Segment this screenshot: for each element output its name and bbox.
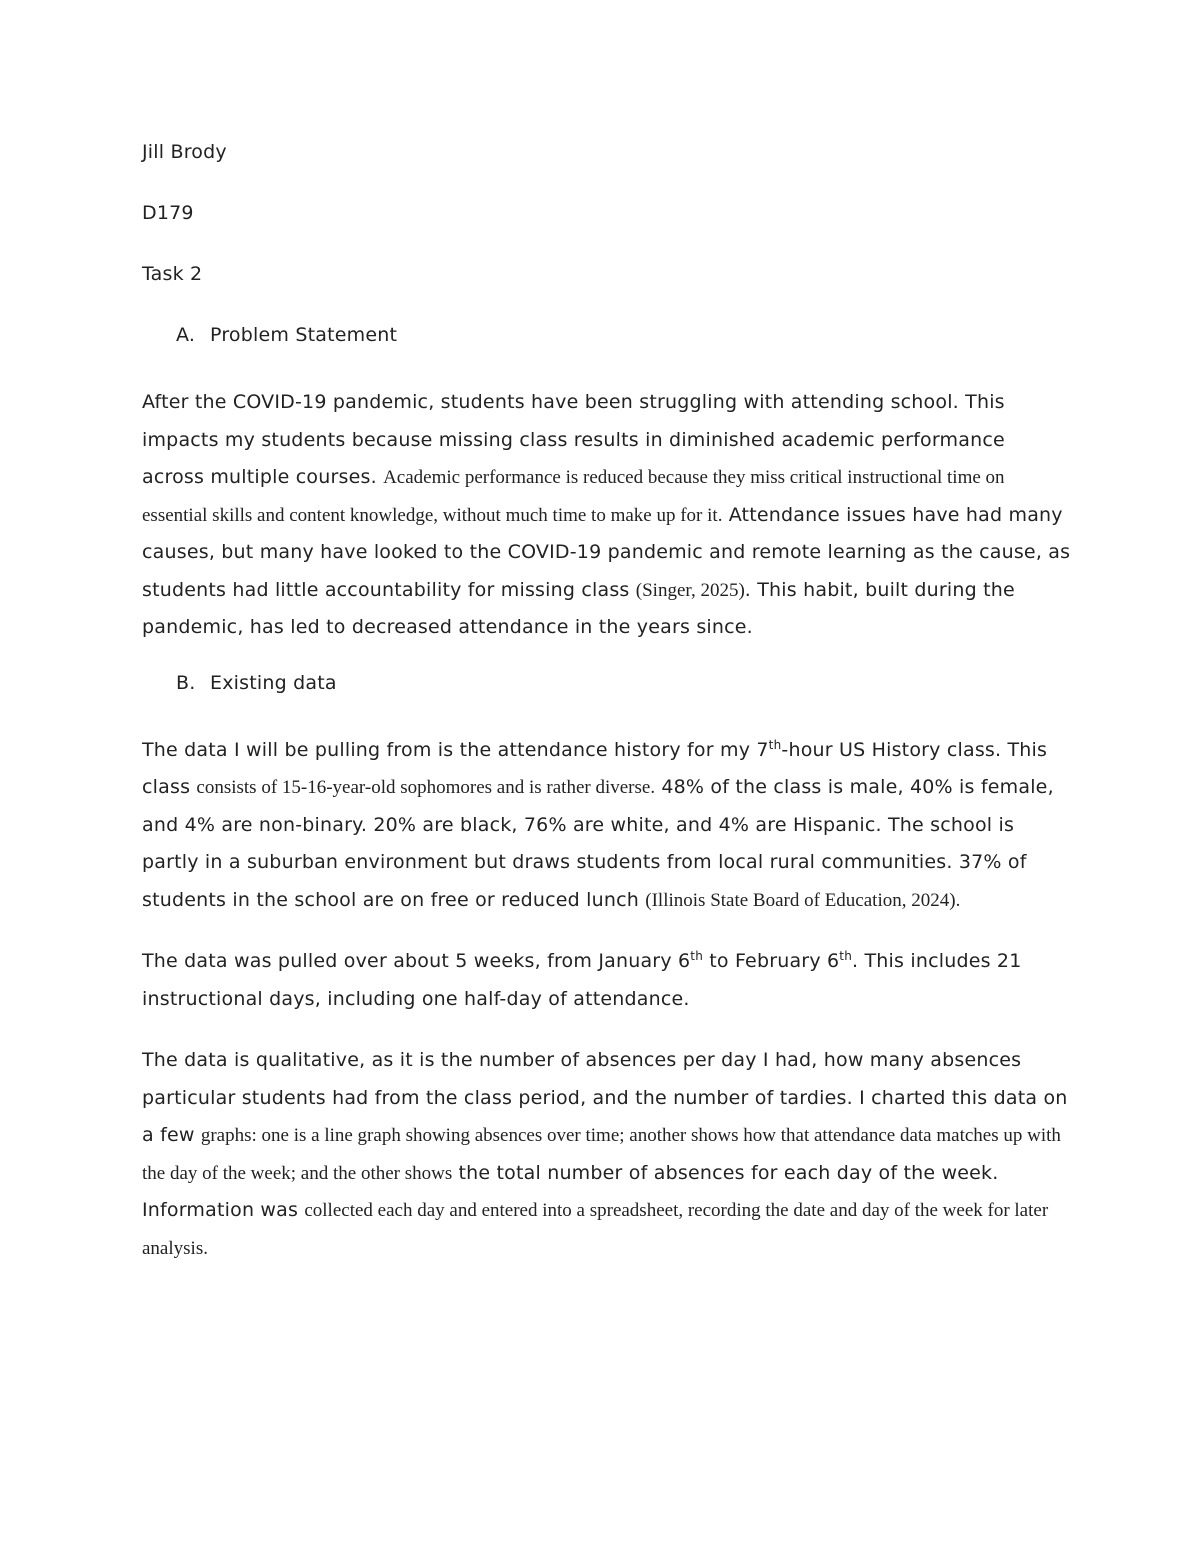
task-label: Task 2 xyxy=(142,263,203,285)
section-heading-problem-statement xyxy=(176,323,1072,347)
section-heading-existing-data xyxy=(176,671,1072,695)
text-run: Attendance issues have had many causes, but many have looked to the COVID-19 pandemic and remote learning as the cause, as students had little accountability for missing class xyxy=(142,503,1071,601)
text-run-serif: consists of 15-16-year-old sophomores and is rather diverse. xyxy=(196,777,656,798)
section-letter: A. xyxy=(176,324,196,346)
text-run: The data is qualitative, as it is the number of absences per day I had, how many absences particular students had from the class period, and the number of tardies. I charted this data on a few xyxy=(142,1049,1068,1146)
section-title: Problem Statement xyxy=(210,324,398,346)
superscript: th xyxy=(768,737,782,752)
text-run: the total number of absences for each day of the week. Information was xyxy=(142,1161,999,1221)
text-run-serif: graphs: one is a line graph showing absences over time; another shows how that attendance data matches up with the day of the week; and the other shows xyxy=(142,1125,1061,1184)
text-run: 48% of the class is male, 40% is female, and 4% are non-binary. 20% are black, 76% are white, and 4% are Hispanic. The school is partly in a suburban environment but draws students from local rural communities. 37% of students in the school are on free or reduced lunch xyxy=(142,776,1054,911)
course-code: D179 xyxy=(142,202,194,224)
text-run: . This habit, built during the pandemic, has led to decreased attendance in the years since. xyxy=(142,578,1015,638)
document-body xyxy=(142,140,1072,1291)
section-title: Existing data xyxy=(210,671,337,694)
existing-data-paragraph-3 xyxy=(142,1042,1072,1267)
text-run-serif: collected each day and entered into a spreadsheet, recording the date and day of the week for later analysis. xyxy=(142,1200,1049,1259)
author-name: Jill Brody xyxy=(142,141,227,163)
text-run: The data was pulled over about 5 weeks, from January 6 xyxy=(142,950,691,972)
superscript: th xyxy=(839,949,853,963)
section-letter: B. xyxy=(176,671,196,694)
text-run: After the COVID-19 pandemic, students have been struggling with attending school. This impacts my students because missing class results in diminished academic performance across multiple courses. xyxy=(142,391,1005,488)
text-run: to February 6 xyxy=(703,950,840,972)
existing-data-paragraph-1 xyxy=(142,732,1072,920)
text-run: -hour US History class. This class xyxy=(142,738,1048,798)
text-run: The data I will be pulling from is the attendance history for my 7 xyxy=(142,738,769,761)
text-run: . This includes 21 instructional days, including one half-day of attendance. xyxy=(142,950,1022,1010)
text-run-serif: Academic performance is reduced because they miss critical instructional time on essential skills and content knowledge, without much time to make up for it. xyxy=(142,467,1005,526)
citation: (Singer, 2025) xyxy=(635,579,745,601)
text-run-serif: . xyxy=(955,889,961,911)
problem-statement-paragraph xyxy=(142,384,1072,647)
superscript: th xyxy=(690,949,704,963)
existing-data-paragraph-2 xyxy=(142,943,1072,1018)
citation: (Illinois State Board of Education, 2024) xyxy=(645,889,956,911)
